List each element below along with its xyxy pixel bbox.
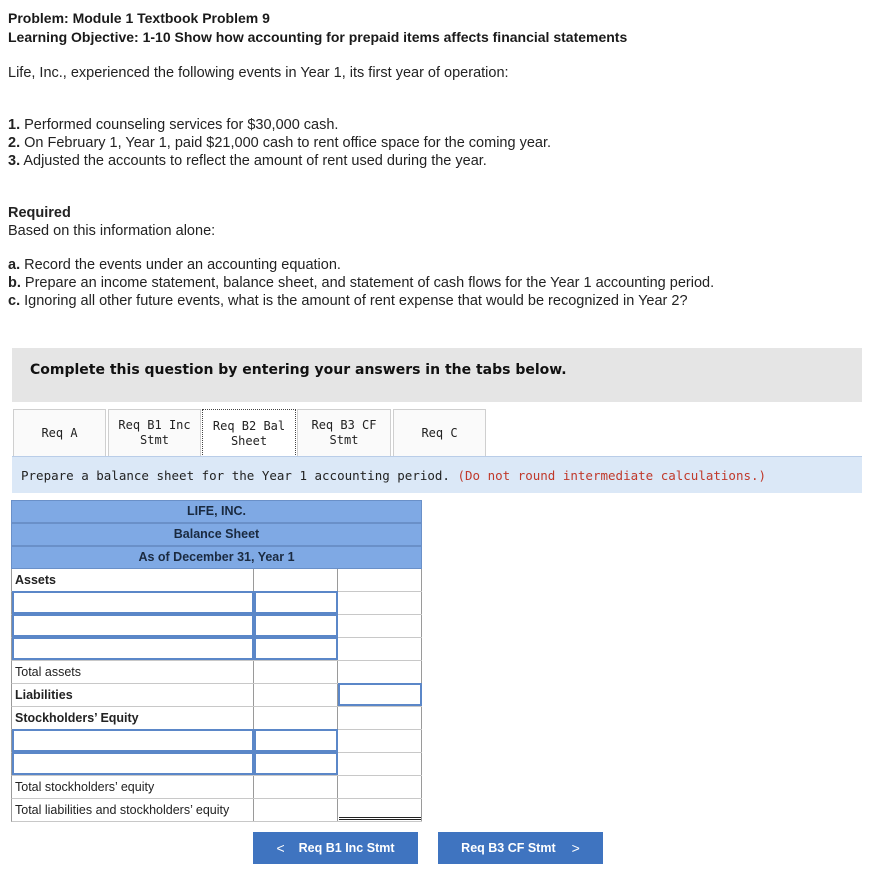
tab-label: Sheet — [230, 433, 268, 448]
asset-3-account-input[interactable] — [12, 637, 254, 660]
required-subtitle: Based on this information alone: — [8, 223, 216, 239]
table-row — [11, 799, 422, 822]
required-letter: c. — [8, 293, 21, 309]
instruction-text — [21, 468, 766, 483]
table-row — [11, 615, 422, 638]
event-text: Performed counseling services for $30,000 cash. — [24, 117, 339, 133]
tab-label: Req C — [421, 425, 458, 440]
total-assets-label: Total assets — [12, 661, 254, 683]
equity-1-amount-input[interactable] — [254, 729, 338, 752]
table-row — [11, 592, 422, 615]
total-assets-amount-input[interactable] — [338, 683, 422, 706]
required-text: Prepare an income statement, balance sheet, and statement of cash flows for the Year 1 accounting period. — [24, 275, 715, 291]
table-row — [11, 684, 422, 707]
table-row — [11, 638, 422, 661]
required-letter: b. — [8, 275, 21, 291]
required-text: Ignoring all other future events, what is the amount of rent expense that would be recognized in Year 2? — [24, 293, 688, 309]
table-row — [11, 707, 422, 730]
required-letter: a. — [8, 257, 21, 273]
asset-1-account-input[interactable] — [12, 591, 254, 614]
event-item — [8, 153, 487, 169]
statement-title: Balance Sheet — [11, 523, 422, 546]
asset-1-amount-input[interactable] — [254, 591, 338, 614]
table-row — [11, 730, 422, 753]
asset-3-amount-input[interactable] — [254, 637, 338, 660]
next-tab-button[interactable] — [438, 832, 603, 864]
tab-req-b1[interactable] — [108, 409, 201, 456]
required-text: Record the events under an accounting equation. — [24, 257, 341, 273]
assets-heading: Assets — [12, 569, 254, 591]
prev-button-label: Req B1 Inc Stmt — [298, 841, 395, 855]
double-underline — [339, 817, 421, 820]
statement-date: As of December 31, Year 1 — [11, 546, 422, 569]
tab-req-b3[interactable] — [297, 409, 391, 456]
tab-req-b2[interactable] — [202, 409, 296, 457]
chevron-right-icon: > — [571, 840, 580, 856]
total-equity-label: Total stockholders’ equity — [12, 776, 254, 798]
required-item — [8, 293, 688, 309]
asset-2-amount-input[interactable] — [254, 614, 338, 637]
panel-text: Complete this question by entering your answers in the tabs below. — [30, 362, 567, 378]
total-liab-equity-label: Total liabilities and stockholders’ equity — [12, 799, 254, 821]
equity-2-amount-input[interactable] — [254, 752, 338, 775]
tab-label: Req B2 Bal — [212, 418, 286, 433]
instruction-bar — [12, 456, 862, 493]
event-item — [8, 117, 338, 133]
table-row — [11, 776, 422, 799]
asset-2-account-input[interactable] — [12, 614, 254, 637]
event-text: Adjusted the accounts to reflect the amount of rent used during the year. — [23, 153, 487, 169]
problem-title: Problem: Module 1 Textbook Problem 9 — [8, 10, 270, 26]
instructions-panel — [12, 348, 862, 402]
required-title: Required — [8, 205, 71, 221]
prev-tab-button[interactable] — [253, 832, 418, 864]
equity-2-account-input[interactable] — [12, 752, 254, 775]
event-text: On February 1, Year 1, paid $21,000 cash to rent office space for the coming year. — [24, 135, 552, 151]
required-item — [8, 257, 341, 273]
event-item — [8, 135, 551, 151]
event-number: 1. — [8, 117, 21, 133]
liabilities-heading: Liabilities — [12, 684, 254, 706]
tab-label: Req A — [41, 425, 78, 440]
required-item — [8, 275, 714, 291]
tab-req-c[interactable] — [393, 409, 486, 456]
instruction-main: Prepare a balance sheet for the Year 1 accounting period. — [21, 468, 450, 483]
instruction-note: (Do not round intermediate calculations.) — [457, 468, 767, 483]
event-number: 3. — [8, 153, 21, 169]
intro-text: Life, Inc., experienced the following events in Year 1, its first year of operation: — [8, 65, 509, 81]
tab-req-a[interactable] — [13, 409, 106, 456]
equity-1-account-input[interactable] — [12, 729, 254, 752]
table-row — [11, 569, 422, 592]
company-name: LIFE, INC. — [11, 500, 422, 523]
learning-objective: Learning Objective: 1-10 Show how accounting for prepaid items affects financial statements — [8, 29, 628, 45]
tab-label: Stmt — [140, 433, 169, 447]
table-row — [11, 753, 422, 776]
chevron-left-icon: < — [276, 840, 285, 856]
table-row — [11, 661, 422, 684]
tab-label: Stmt — [329, 433, 359, 447]
next-button-label: Req B3 CF Stmt — [461, 841, 556, 855]
tab-label: Req B1 Inc — [118, 418, 191, 432]
event-number: 2. — [8, 135, 21, 151]
tab-label: Req B3 CF — [311, 418, 377, 432]
equity-heading: Stockholders’ Equity — [12, 707, 254, 729]
